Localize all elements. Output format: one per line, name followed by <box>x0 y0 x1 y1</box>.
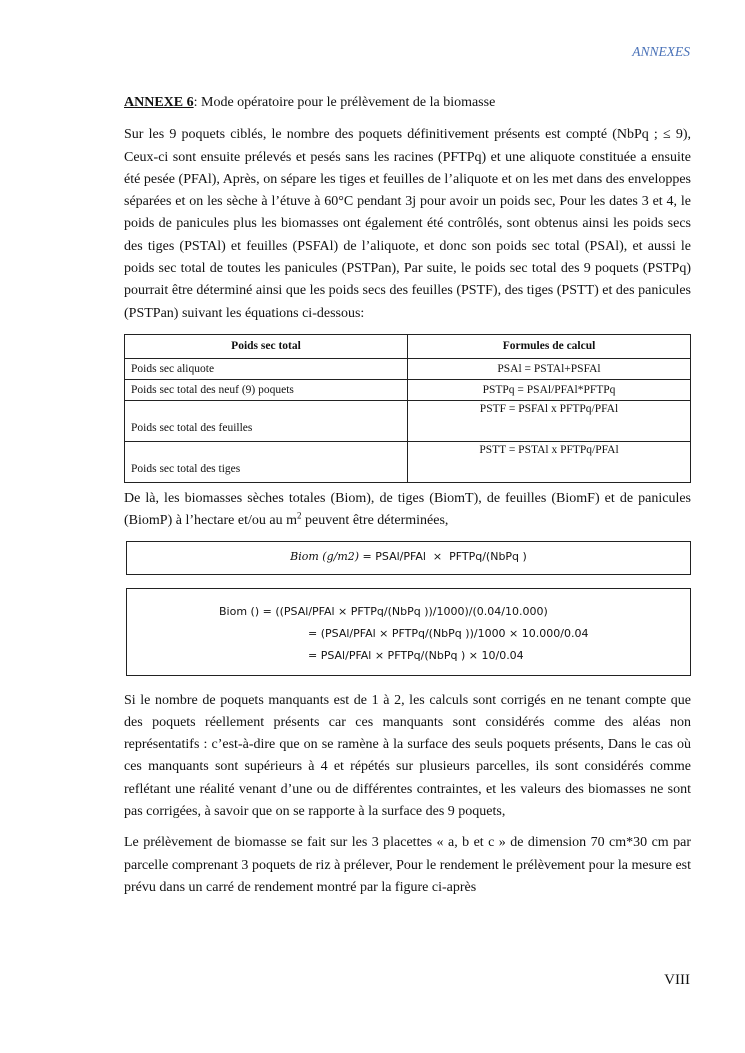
dry-weight-table <box>124 334 691 483</box>
table-cell-label: Poids sec total des feuilles <box>125 400 408 441</box>
paragraph-biomass-end: peuvent être déterminées, <box>301 513 449 529</box>
paragraph-sampling: Le prélèvement de biomasse se fait sur les 3 placettes « a, b et c » de dimension 70 cm*30 cm par parcelle comprenant 3 poquets de riz à prélever, Pour le rendement le prélèvement pour la mesure est prévu dans un carré de rendement montré par la figure ci-après <box>124 835 691 895</box>
equation-line-1: Biom () = ((PSAl/PFAl × PFTPq/(NbPq ))/1000)/(0.04/10.000) <box>219 604 548 618</box>
paragraph-missing-hills: Si le nombre de poquets manquants est de 1 à 2, les calculs sont corrigés en ne tenant compte que des poquets réellement présents car ces manquants sont considérés comme des aléas non représentatifs : c’est-à-dire que on se ramène à la surface des seuls poquets présents, Dans le cas où ces manquants sont supérieurs à 4 et répétés sur plusieurs parcelles, ils sont considérés comme reflétant une réalité venant d’une ou de différentes contraintes, et les valeurs des biomasses ne sont pas corrigées, à savoir que on se rapporte à la surface des 9 poquets, <box>124 692 691 820</box>
equation-box-biom-g-m2 <box>126 541 691 575</box>
table-row <box>125 358 691 379</box>
table-header-weight: Poids sec total <box>125 334 408 358</box>
table-cell-label: Poids sec total des tiges <box>125 441 408 482</box>
table-cell-formula: PSTT = PSTAl x PFTPq/PFAl <box>408 441 691 482</box>
equation-line-2: = (PSAl/PFAl × PFTPq/(NbPq ))/1000 × 10.000/0.04 <box>308 626 589 640</box>
table-row <box>125 400 691 441</box>
table-cell-formula: PSAl = PSTAl+PSFAl <box>408 358 691 379</box>
paragraph-biomass-text: De là, les biomasses sèches totales (Biom), de tiges (BiomT), de feuilles (BiomF) et de panicules (BiomP) à l’hectare et/ou au m <box>124 490 691 529</box>
table-row <box>125 379 691 400</box>
equation-lhs: Biom (g/m2) <box>290 550 360 564</box>
equation-line-3: = PSAl/PFAl × PFTPq/(NbPq ) × 10/0.04 <box>308 648 524 662</box>
table-header-row <box>125 334 691 358</box>
page-number: VIII <box>664 972 690 988</box>
annex-title <box>124 92 691 114</box>
table-cell-formula: PSTPq = PSAl/PFAl*PFTPq <box>408 379 691 400</box>
table-cell-label: Poids sec aliquote <box>125 358 408 379</box>
table-header-formula: Formules de calcul <box>408 334 691 358</box>
table-cell-label: Poids sec total des neuf (9) poquets <box>125 379 408 400</box>
table-cell-formula: PSTF = PSFAl x PFTPq/PFAl <box>408 400 691 441</box>
annex-title-text: : Mode opératoire pour le prélèvement de la biomasse <box>193 95 496 110</box>
superscript-2: 2 <box>297 510 302 521</box>
paragraph-intro: Sur les 9 poquets ciblés, le nombre des poquets définitivement présents est compté (NbPq ; ≤ 9), Ceux-ci sont ensuite prélevés et pesés sans les racines (PFTPq) et une aliquote constituée a ensuite été pesée (PFAl), Après, on sépare les tiges et feuilles de l’aliquote et on les met dans des enveloppes séparées et on les sèche à l’étuve à 60°C pendant 3j pour avoir un poids sec, Pour les dates 3 et 4, le poids de panicules plus les biomasses ont également été contrôlés, sont obtenus ainsi les poids secs des tiges (PSTAl) et feuilles (PSFAl) de l’aliquote, et donc son poids sec total (PSAl), et aussi le poids sec total de toutes les panicules (PSTPan), Par suite, le poids sec total des 9 poquets (PSTPq) pourrait être déterminé ainsi que les poids secs des feuilles (PSTF), des tiges (PSTT) et des panicules (PSTPan) suivant les équations ci-dessous: <box>124 127 691 321</box>
page-content <box>124 92 691 908</box>
equation-box-biom-ha <box>126 588 691 676</box>
equation-rhs: = PSAl/PFAl × PFTPq/(NbPq ) <box>359 550 527 564</box>
paragraph-biomass <box>124 488 691 533</box>
table-row <box>125 441 691 482</box>
annex-label: ANNEXE 6 <box>124 95 194 110</box>
running-header: ANNEXES <box>632 44 690 59</box>
